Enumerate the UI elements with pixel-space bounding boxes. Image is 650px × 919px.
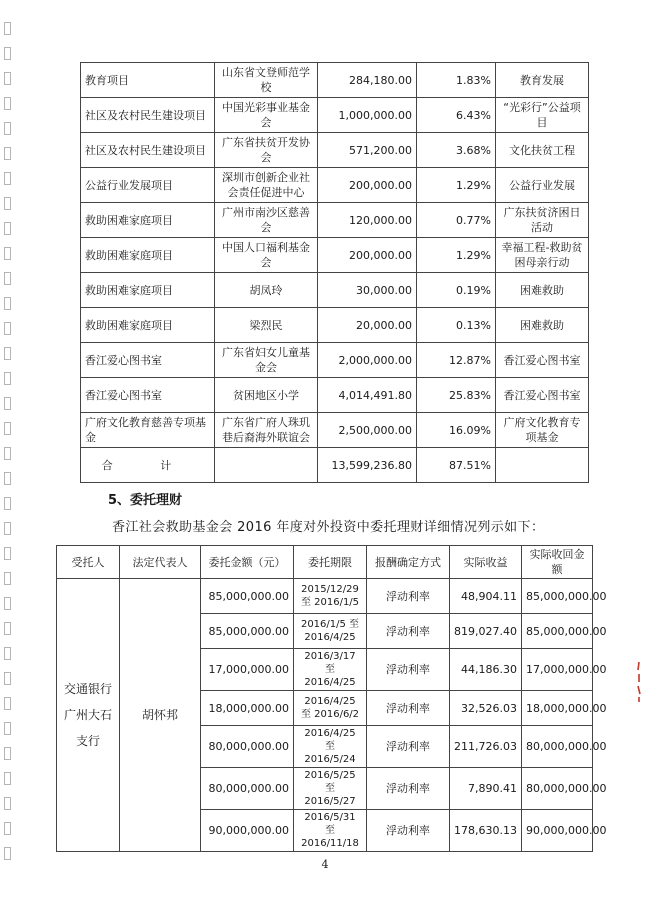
donation-purpose: 困难救助: [496, 308, 589, 343]
donation-row: [81, 203, 589, 238]
total-row: [81, 448, 589, 483]
legal-representative: 胡怀邦: [120, 579, 201, 852]
donation-purpose: 香江爱心图书室: [496, 378, 589, 413]
total-org-cell: [215, 448, 318, 483]
entrusted-recovered: 85,000,000.00: [522, 579, 593, 614]
entrusted-term: 2016/3/17 至 2016/4/25: [294, 649, 367, 691]
entrusted-income: 7,890.41: [450, 768, 522, 810]
donation-org: 广州市南沙区慈善会: [215, 203, 318, 238]
entrusted-amount: 85,000,000.00: [201, 579, 294, 614]
entrusted-header-cell: 法定代表人: [120, 546, 201, 579]
section-intro: 香江社会救助基金会 2016 年度对外投资中委托理财详细情况列示如下：: [112, 520, 545, 535]
entrusted-recovered: 85,000,000.00: [522, 614, 593, 649]
donation-row: [81, 98, 589, 133]
entrusted-term: 2016/5/25 至 2016/5/27: [294, 768, 367, 810]
donation-project: 救助困难家庭项目: [81, 308, 215, 343]
donation-ratio: 25.83%: [417, 378, 496, 413]
donation-org: 中国人口福利基金会: [215, 238, 318, 273]
entrusted-method: 浮动利率: [367, 691, 450, 726]
donation-ratio: 16.09%: [417, 413, 496, 448]
entrusted-income: 48,904.11: [450, 579, 522, 614]
entrusted-recovered: 90,000,000.00: [522, 810, 593, 852]
total-amount: 13,599,236.80: [318, 448, 417, 483]
donation-project: 救助困难家庭项目: [81, 238, 215, 273]
trustee-name: 交通银行广州大石支行: [57, 579, 120, 852]
donation-ratio: 0.19%: [417, 273, 496, 308]
donation-ratio: 12.87%: [417, 343, 496, 378]
entrusted-method: 浮动利率: [367, 649, 450, 691]
donation-ratio: 1.29%: [417, 168, 496, 203]
entrusted-recovered: 80,000,000.00: [522, 726, 593, 768]
donation-purpose: 广东扶贫济困日活动: [496, 203, 589, 238]
donation-org: 广东省扶贫开发协会: [215, 133, 318, 168]
entrusted-income: 32,526.03: [450, 691, 522, 726]
entrusted-header-cell: 实际收回金额: [522, 546, 593, 579]
entrusted-method: 浮动利率: [367, 810, 450, 852]
donation-ratio: 6.43%: [417, 98, 496, 133]
entrusted-header-cell: 实际收益: [450, 546, 522, 579]
donation-amount: 1,000,000.00: [318, 98, 417, 133]
donation-project: 香江爱心图书室: [81, 378, 215, 413]
donation-amount: 2,500,000.00: [318, 413, 417, 448]
donation-project: 救助困难家庭项目: [81, 273, 215, 308]
page-number: 4: [321, 858, 329, 871]
donation-row: [81, 168, 589, 203]
donation-project: 公益行业发展项目: [81, 168, 215, 203]
donation-amount: 4,014,491.80: [318, 378, 417, 413]
donation-purpose: 香江爱心图书室: [496, 343, 589, 378]
section-heading: 5、委托理财: [108, 493, 183, 508]
entrusted-income: 819,027.40: [450, 614, 522, 649]
entrusted-method: 浮动利率: [367, 614, 450, 649]
donation-row: [81, 238, 589, 273]
entrusted-header-row: [57, 546, 593, 579]
donation-purpose: 公益行业发展: [496, 168, 589, 203]
entrusted-term: 2016/4/25 至 2016/6/2: [294, 691, 367, 726]
donation-purpose: 困难救助: [496, 273, 589, 308]
donation-purpose: 文化扶贫工程: [496, 133, 589, 168]
entrusted-term: 2016/4/25 至 2016/5/24: [294, 726, 367, 768]
donation-row: [81, 63, 589, 98]
donation-org: 深圳市创新企业社会责任促进中心: [215, 168, 318, 203]
donation-project: 救助困难家庭项目: [81, 203, 215, 238]
total-ratio: 87.51%: [417, 448, 496, 483]
donation-org: 山东省文登师范学校: [215, 63, 318, 98]
donation-amount: 2,000,000.00: [318, 343, 417, 378]
donation-amount: 284,180.00: [318, 63, 417, 98]
donation-purpose: 广府文化教育专项基金: [496, 413, 589, 448]
donation-row: [81, 273, 589, 308]
entrusted-recovered: 17,000,000.00: [522, 649, 593, 691]
donation-project: 广府文化教育慈善专项基金: [81, 413, 215, 448]
entrusted-amount: 80,000,000.00: [201, 768, 294, 810]
entrusted-recovered: 80,000,000.00: [522, 768, 593, 810]
entrusted-method: 浮动利率: [367, 579, 450, 614]
entrusted-term: 2015/12/29 至 2016/1/5: [294, 579, 367, 614]
donation-ratio: 1.29%: [417, 238, 496, 273]
donation-org: 胡凤玲: [215, 273, 318, 308]
entrusted-amount: 85,000,000.00: [201, 614, 294, 649]
entrusted-amount: 90,000,000.00: [201, 810, 294, 852]
entrusted-method: 浮动利率: [367, 768, 450, 810]
donation-org: 中国光彩事业基金会: [215, 98, 318, 133]
entrusted-income: 211,726.03: [450, 726, 522, 768]
entrusted-row: [57, 579, 593, 614]
donation-ratio: 0.77%: [417, 203, 496, 238]
donation-purpose: 幸福工程-救助贫困母亲行动: [496, 238, 589, 273]
donation-row: [81, 308, 589, 343]
entrusted-income: 178,630.13: [450, 810, 522, 852]
donation-amount: 571,200.00: [318, 133, 417, 168]
donation-project: 社区及农村民生建设项目: [81, 133, 215, 168]
entrusted-recovered: 18,000,000.00: [522, 691, 593, 726]
red-mark: [636, 660, 642, 704]
donation-row: [81, 133, 589, 168]
entrusted-term: 2016/5/31 至 2016/11/18: [294, 810, 367, 852]
donation-amount: 20,000.00: [318, 308, 417, 343]
entrusted-income: 44,186.30: [450, 649, 522, 691]
donation-table: [80, 62, 589, 483]
binding-holes: [4, 22, 12, 872]
donation-row: [81, 343, 589, 378]
donation-project: 社区及农村民生建设项目: [81, 98, 215, 133]
donation-purpose: “光彩行”公益项目: [496, 98, 589, 133]
donation-project: 香江爱心图书室: [81, 343, 215, 378]
donation-project: 教育项目: [81, 63, 215, 98]
entrusted-amount: 18,000,000.00: [201, 691, 294, 726]
entrusted-header-cell: 报酬确定方式: [367, 546, 450, 579]
donation-org: 贫困地区小学: [215, 378, 318, 413]
entrusted-amount: 80,000,000.00: [201, 726, 294, 768]
donation-ratio: 3.68%: [417, 133, 496, 168]
donation-amount: 120,000.00: [318, 203, 417, 238]
entrusted-header-cell: 受托人: [57, 546, 120, 579]
donation-org: 梁烈民: [215, 308, 318, 343]
donation-ratio: 1.83%: [417, 63, 496, 98]
donation-org: 广东省妇女儿童基金会: [215, 343, 318, 378]
donation-ratio: 0.13%: [417, 308, 496, 343]
total-label: 合 计: [81, 448, 215, 483]
donation-row: [81, 378, 589, 413]
donation-amount: 30,000.00: [318, 273, 417, 308]
entrusted-header-cell: 委托金额（元）: [201, 546, 294, 579]
entrusted-header-cell: 委托期限: [294, 546, 367, 579]
entrusted-term: 2016/1/5 至 2016/4/25: [294, 614, 367, 649]
total-purpose-cell: [496, 448, 589, 483]
donation-purpose: 教育发展: [496, 63, 589, 98]
entrusted-method: 浮动利率: [367, 726, 450, 768]
entrusted-table: [56, 545, 607, 852]
donation-org: 广东省广府人珠玑巷后裔海外联谊会: [215, 413, 318, 448]
donation-amount: 200,000.00: [318, 238, 417, 273]
donation-row: [81, 413, 589, 448]
donation-amount: 200,000.00: [318, 168, 417, 203]
entrusted-amount: 17,000,000.00: [201, 649, 294, 691]
